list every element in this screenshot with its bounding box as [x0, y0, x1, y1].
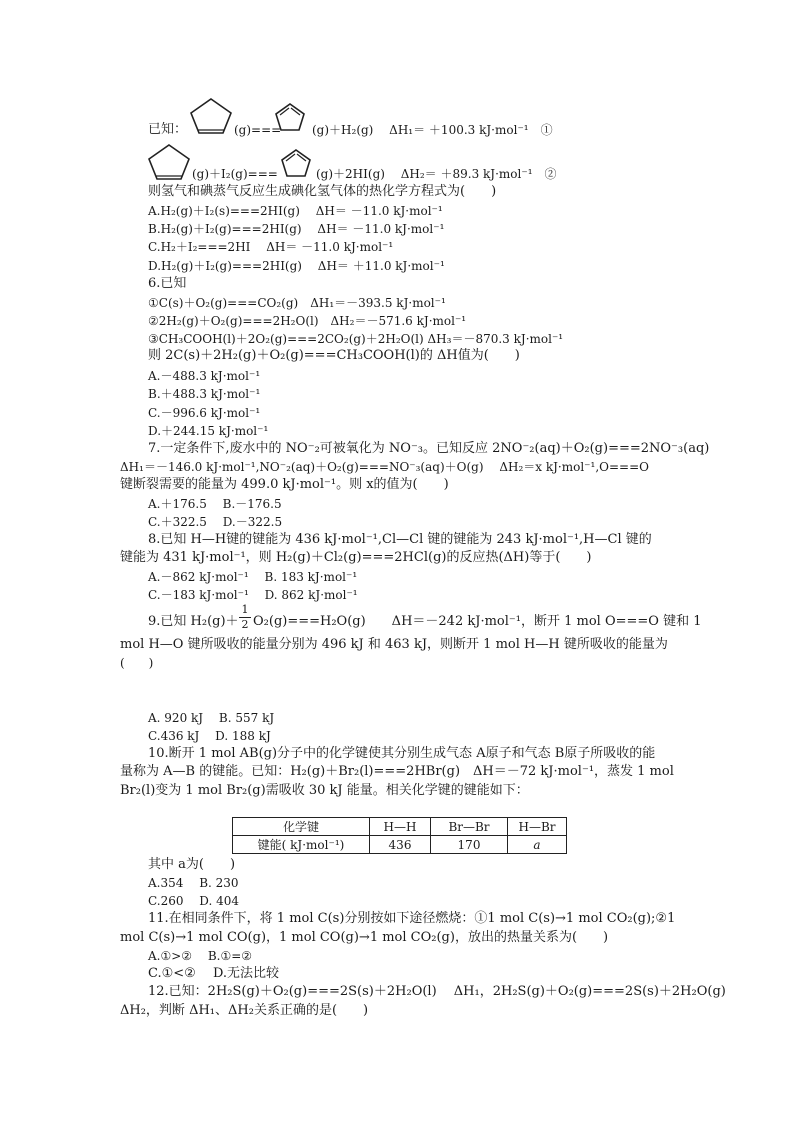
q5-eq1-mid: (g)=== [234, 123, 282, 137]
q7-line2: ΔH₁＝－146.0 kJ·mol⁻¹,NO⁻₂(aq)＋O₂(g)===NO⁻₃(aq)＋O(g) ΔH₂＝x kJ·mol⁻¹,O===O [120, 460, 649, 474]
q7-options-ab: A.＋176.5 B.－176.5 [148, 497, 282, 511]
q10-options-ab: A.354 B. 230 [148, 876, 239, 890]
q9-line2: mol H—O 键所吸收的能量分别为 496 kJ 和 463 kJ，则断开 1 mol H—H 键所吸收的能量为 [120, 637, 668, 652]
table-header-cell: Br—Br [431, 818, 508, 836]
q7-options-cd: C.＋322.5 D.－322.5 [148, 515, 283, 529]
q5-eq2-tail: (g)＋2HI(g) ΔH₂＝ ＋89.3 kJ·mol⁻¹ ② [316, 167, 557, 181]
q12-line2: ΔH₂，判断 ΔH₁、ΔH₂关系正确的是( ) [120, 1003, 369, 1018]
q5-eq2-mid: (g)＋I₂(g)=== [192, 167, 278, 181]
q9-fraction-numerator: 1 [241, 603, 249, 616]
q9-options-cd: C.436 kJ D. 188 kJ [148, 729, 271, 743]
q5-stem: 则氢气和碘蒸气反应生成碘化氢气体的热化学方程式为( ) [148, 184, 497, 199]
table-header-cell: H—Br [508, 818, 567, 836]
q8-options-ab: A.－862 kJ·mol⁻¹ B. 183 kJ·mol⁻¹ [148, 570, 358, 584]
q9-line3: ( ) [120, 656, 154, 670]
q6-eq3: ③CH₃COOH(l)＋2O₂(g)===2CO₂(g)＋2H₂O(l) ΔH₃＝－870.3 kJ·mol⁻¹ [148, 332, 564, 346]
q10-line1: 10.断开 1 mol AB(g)分子中的化学键使其分别生成气态 A原子和气态 B原子所吸收的能 [148, 746, 656, 761]
table-header-row [233, 818, 567, 836]
q11-line1: 11.在相同条件下，将 1 mol C(s)分别按如下途径燃烧：①1 mol C(s)→1 mol CO₂(g);②1 [148, 911, 676, 926]
q9-pre: 9.已知 H₂(g)＋ [148, 614, 239, 629]
q6-stem: 则 2C(s)＋2H₂(g)＋O₂(g)===CH₃COOH(l)的 ΔH值为( ) [148, 348, 520, 363]
q5-option-d: D.H₂(g)＋I₂(g)===2HI(g) ΔH＝ ＋11.0 kJ·mol⁻¹ [148, 259, 445, 273]
table-cell: 170 [431, 836, 508, 854]
q11-options-ab: A.①>② B.①=② [148, 949, 253, 963]
cyclopentadiene-structure [274, 102, 306, 132]
table-row [233, 836, 567, 854]
bond-energy-table [232, 817, 567, 854]
q7-line1: 7.一定条件下,废水中的 NO⁻₂可被氧化为 NO⁻₃。已知反应 2NO⁻₂(aq)＋O₂(g)===2NO⁻₃(aq) [148, 441, 710, 456]
q6-eq2: ②2H₂(g)＋O₂(g)===2H₂O(l) ΔH₂＝－571.6 kJ·mol⁻¹ [148, 314, 467, 328]
q6-option-c: C.－996.6 kJ·mol⁻¹ [148, 406, 261, 420]
q8-line1: 8.已知 H—H键的键能为 436 kJ·mol⁻¹,Cl—Cl 键的键能为 243 kJ·mol⁻¹,H—Cl 键的 [148, 532, 652, 547]
q8-line2: 键能为 431 kJ·mol⁻¹，则 H₂(g)＋Cl₂(g)===2HCl(g)的反应热(ΔH)等于( ) [120, 550, 592, 565]
q9-fraction-denominator: 2 [241, 618, 249, 631]
cyclopentene-structure [188, 96, 234, 136]
q5-option-b: B.H₂(g)＋I₂(g)===2HI(g) ΔH＝ －11.0 kJ·mol⁻¹ [148, 222, 445, 236]
q11-options-cd: C.①<② D.无法比较 [148, 966, 280, 981]
cyclopentene-structure [146, 142, 192, 182]
q7-line3: 键断裂需要的能量为 499.0 kJ·mol⁻¹。则 x的值为( ) [120, 477, 449, 492]
table-header-cell: H—H [370, 818, 431, 836]
q5-known-label: 已知： [148, 122, 188, 137]
q10-stem: 其中 a为( ) [148, 857, 236, 872]
table-cell: 键能( kJ·mol⁻¹) [233, 836, 370, 854]
q6-option-b: B.＋488.3 kJ·mol⁻¹ [148, 387, 261, 401]
table-cell: a [508, 836, 567, 854]
table-cell: 436 [370, 836, 431, 854]
q9-options-ab: A. 920 kJ B. 557 kJ [148, 711, 275, 725]
q8-options-cd: C.－183 kJ·mol⁻¹ D. 862 kJ·mol⁻¹ [148, 588, 358, 602]
q5-eq1-tail: (g)＋H₂(g) ΔH₁＝ ＋100.3 kJ·mol⁻¹ ① [312, 123, 553, 137]
table-header-cell: 化学键 [233, 818, 370, 836]
q5-option-a: A.H₂(g)＋I₂(s)===2HI(g) ΔH＝ －11.0 kJ·mol⁻¹ [148, 204, 443, 218]
q6-option-a: A.－488.3 kJ·mol⁻¹ [148, 369, 261, 383]
q6-option-d: D.＋244.15 kJ·mol⁻¹ [148, 424, 269, 438]
q11-line2: mol C(s)→1 mol CO(g)，1 mol CO(g)→1 mol CO₂(g)，放出的热量关系为( ) [120, 930, 609, 945]
q10-line3: Br₂(l)变为 1 mol Br₂(g)需吸收 30 kJ 能量。相关化学键的键能如下： [120, 783, 529, 798]
q5-option-c: C.H₂＋I₂===2HI ΔH＝ －11.0 kJ·mol⁻¹ [148, 240, 394, 254]
cyclopentadiene-structure [280, 148, 312, 178]
q6-eq1: ①C(s)＋O₂(g)===CO₂(g) ΔH₁＝－393.5 kJ·mol⁻¹ [148, 296, 446, 310]
q10-options-cd: C.260 D. 404 [148, 894, 240, 908]
q6-head: 6.已知 [148, 276, 187, 291]
q9-post: O₂(g)===H₂O(g) ΔH＝－242 kJ·mol⁻¹，断开 1 mol O===O 键和 1 [253, 614, 702, 629]
q12-line1: 12.已知：2H₂S(g)＋O₂(g)===2S(s)＋2H₂O(l) ΔH₁，2H₂S(g)＋O₂(g)===2S(s)＋2H₂O(g) [148, 984, 726, 999]
q10-line2: 量称为 A—B 的键能。已知：H₂(g)＋Br₂(l)===2HBr(g) ΔH＝－72 kJ·mol⁻¹，蒸发 1 mol [120, 764, 674, 779]
